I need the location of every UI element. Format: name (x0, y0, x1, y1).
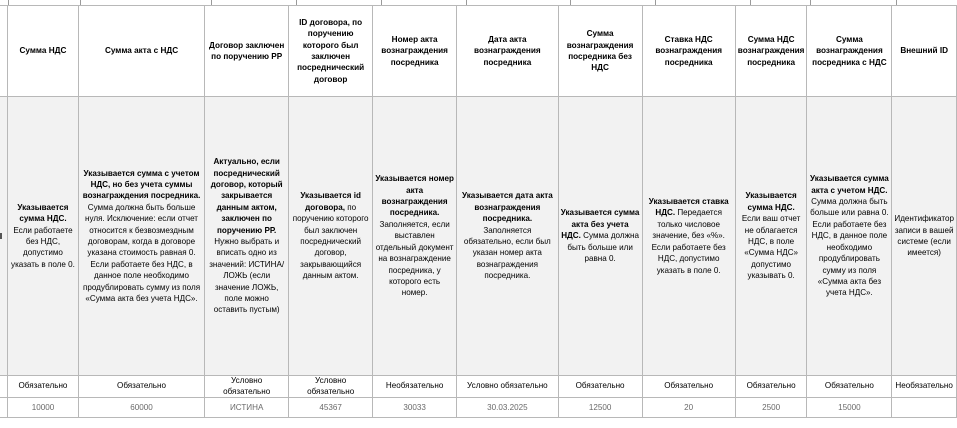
description-text: Нужно выбрать и вписать одно из значений: ИСТИНА/ЛОЖЬ (если значение ЛОЖЬ, поле можно оставить пустым) (209, 237, 285, 315)
description-cell-fee-no-vat[interactable] (558, 97, 642, 376)
description-cell-fee-vat-rate[interactable] (642, 97, 735, 376)
example-value: 30033 (403, 403, 426, 412)
example-value: 20 (684, 403, 694, 412)
header-label: Сумма вознаграждения посредника без НДС (566, 29, 634, 73)
example-cell[interactable] (558, 398, 642, 418)
row-stub-cell (0, 398, 8, 418)
requirement-cell[interactable] (892, 376, 957, 398)
requirement-cell[interactable] (735, 376, 807, 398)
description-cell-fee-vat-sum[interactable] (735, 97, 807, 376)
example-cell[interactable] (8, 398, 79, 418)
description-row (0, 97, 957, 376)
description-cell-external-id[interactable] (892, 97, 957, 376)
requirement-label: Обязательно (575, 381, 625, 391)
header-cell-fee-vat-rate[interactable] (642, 6, 735, 97)
description-text: Если работаете без НДС, допустимо указать в поле 0. (11, 225, 75, 269)
description-text: Если ваш отчет не облагается НДС, в поле «Сумма НДС» допустимо указывать 0. (741, 214, 801, 281)
example-cell[interactable] (457, 398, 559, 418)
description-cell-vat-sum[interactable] (8, 97, 79, 376)
requirement-label: Условно обязательно (223, 376, 271, 396)
description-cell-act-date[interactable] (457, 97, 559, 376)
example-value: 10000 (31, 403, 55, 412)
header-label: Сумма вознаграждения посредника с НДС (812, 34, 887, 67)
description-text: Сумма должна быть больше или равна 0. (567, 231, 639, 264)
header-label: Сумма акта с НДС (104, 46, 179, 56)
requirement-label: Необязательно (385, 381, 444, 391)
requirement-cell[interactable] (807, 376, 892, 398)
description-text: Передается только числовое значение, без «%». Если работаете без НДС, допустимо указать в поле 0. (651, 208, 726, 275)
requirement-cell[interactable] (205, 376, 289, 398)
header-label: Сумма НДС (19, 46, 67, 56)
header-label: Договор заключен по поручению РР (209, 40, 285, 61)
header-cell-act-date[interactable] (457, 6, 559, 97)
requirement-label: Обязательно (18, 381, 68, 391)
header-label: Сумма НДС вознаграждения посредника (737, 34, 805, 67)
header-cell-fee-no-vat[interactable] (558, 6, 642, 97)
header-label: ID договора, по поручению которого был заключен посреднический договор (297, 17, 365, 84)
row-stub-cell (0, 97, 8, 376)
header-label: Внешний ID (900, 46, 949, 56)
description-text: Сумма должна быть больше нуля. Исключение: если отчет относится к безвозмездным договорам, когда в договоре указана стоимость равная 0. Если работаете без НДС, в данное поле необходимо продублировать сумму из поля «Сумма акта без учета НДС». (82, 202, 201, 304)
requirement-cell[interactable] (642, 376, 735, 398)
example-value: 12500 (588, 403, 612, 412)
requirement-label: Необязательно (895, 381, 953, 391)
description-cell-contract-id[interactable] (289, 97, 373, 376)
header-label: Ставка НДС вознаграждения посредника (655, 34, 723, 67)
description-text: Заполняется, если выставлен отдельный документ на вознаграждение посредника, у которого есть номер. (375, 219, 454, 298)
requirement-label: Условно обязательно (307, 376, 355, 396)
header-cell-external-id[interactable] (892, 6, 957, 97)
description-bold: Указывается ставка НДС. (648, 197, 729, 218)
example-cell[interactable] (205, 398, 289, 418)
requirement-cell[interactable] (289, 376, 373, 398)
requirement-cell[interactable] (373, 376, 457, 398)
requirement-cell[interactable] (8, 376, 79, 398)
description-text: Идентификатор записи в вашей системе (если имеется) (894, 214, 954, 258)
description-bold: Указывается дата акта вознаграждения посредника. (461, 191, 553, 224)
description-bold: Указывается id договора, (300, 191, 361, 212)
header-cell-vat-sum[interactable] (8, 6, 79, 97)
example-value: 60000 (130, 403, 153, 412)
example-cell[interactable] (78, 398, 204, 418)
example-cell[interactable] (735, 398, 807, 418)
row-stub-cell (0, 376, 8, 398)
example-row (0, 398, 957, 418)
example-value: 45367 (319, 403, 342, 412)
header-row (0, 6, 957, 97)
example-value: 15000 (838, 403, 861, 412)
requirement-label: Условно обязательно (467, 381, 548, 391)
requirement-label: Обязательно (746, 381, 796, 391)
description-bold: Указывается сумма с учетом НДС, но без учета суммы вознаграждения посредника. (82, 168, 201, 201)
description-bold: Указывается сумма НДС. (17, 202, 69, 224)
requirement-cell[interactable] (78, 376, 204, 398)
description-bold: Указывается сумма НДС. (745, 191, 797, 212)
example-value: 30.03.2025 (487, 403, 528, 412)
description-bold: Указывается номер акта вознаграждения посредника. (375, 174, 454, 218)
header-cell-contract-id[interactable] (289, 6, 373, 97)
description-bold: Указывается сумма акта без учета НДС. (560, 208, 640, 241)
description-bold: Актуально, если посреднический договор, который закрывается данным актом, заключен по поручению РР. (210, 157, 283, 235)
description-text: Сумма должна быть больше или равна 0. Если работаете без НДС, в данное поле необходимо продублировать сумму из поля «Сумма акта без учета НДС». (810, 197, 889, 298)
requirement-label: Обязательно (824, 381, 874, 391)
row-stub-cell (0, 6, 8, 97)
example-cell[interactable] (807, 398, 892, 418)
header-cell-act-sum-vat[interactable] (78, 6, 204, 97)
header-cell-contract-pr[interactable] (205, 6, 289, 97)
header-cell-fee-vat-sum[interactable] (735, 6, 807, 97)
header-label: Номер акта вознаграждения посредника (381, 34, 448, 67)
header-label: Дата акта вознаграждения посредника (474, 34, 541, 67)
requirement-label: Обязательно (117, 381, 166, 391)
description-cell-act-number[interactable] (373, 97, 457, 376)
description-text: по поручению которого был заключен посреднический договор, закрывающийся данным актом. (292, 202, 369, 281)
description-cell-act-sum-vat[interactable] (78, 97, 204, 376)
example-cell[interactable] (642, 398, 735, 418)
description-cell-contract-pr[interactable] (205, 97, 289, 376)
example-cell[interactable] (373, 398, 457, 418)
requirement-label: Обязательно (664, 381, 714, 391)
description-bold: Указывается сумма акта с учетом НДС. (810, 174, 889, 195)
example-cell[interactable] (892, 398, 957, 418)
requirement-cell[interactable] (457, 376, 559, 398)
fields-table (0, 5, 957, 418)
description-text: Заполняется обязательно, если был указан номер акта вознаграждения посредника. (463, 225, 551, 281)
requirement-cell[interactable] (558, 376, 642, 398)
example-value: 2500 (762, 403, 781, 412)
header-cell-act-number[interactable] (373, 6, 457, 97)
description-cell-fee-with-vat[interactable] (807, 97, 892, 376)
header-cell-fee-with-vat[interactable] (807, 6, 892, 97)
requirement-row (0, 376, 957, 398)
example-value: ИСТИНА (229, 403, 264, 412)
example-cell[interactable] (289, 398, 373, 418)
